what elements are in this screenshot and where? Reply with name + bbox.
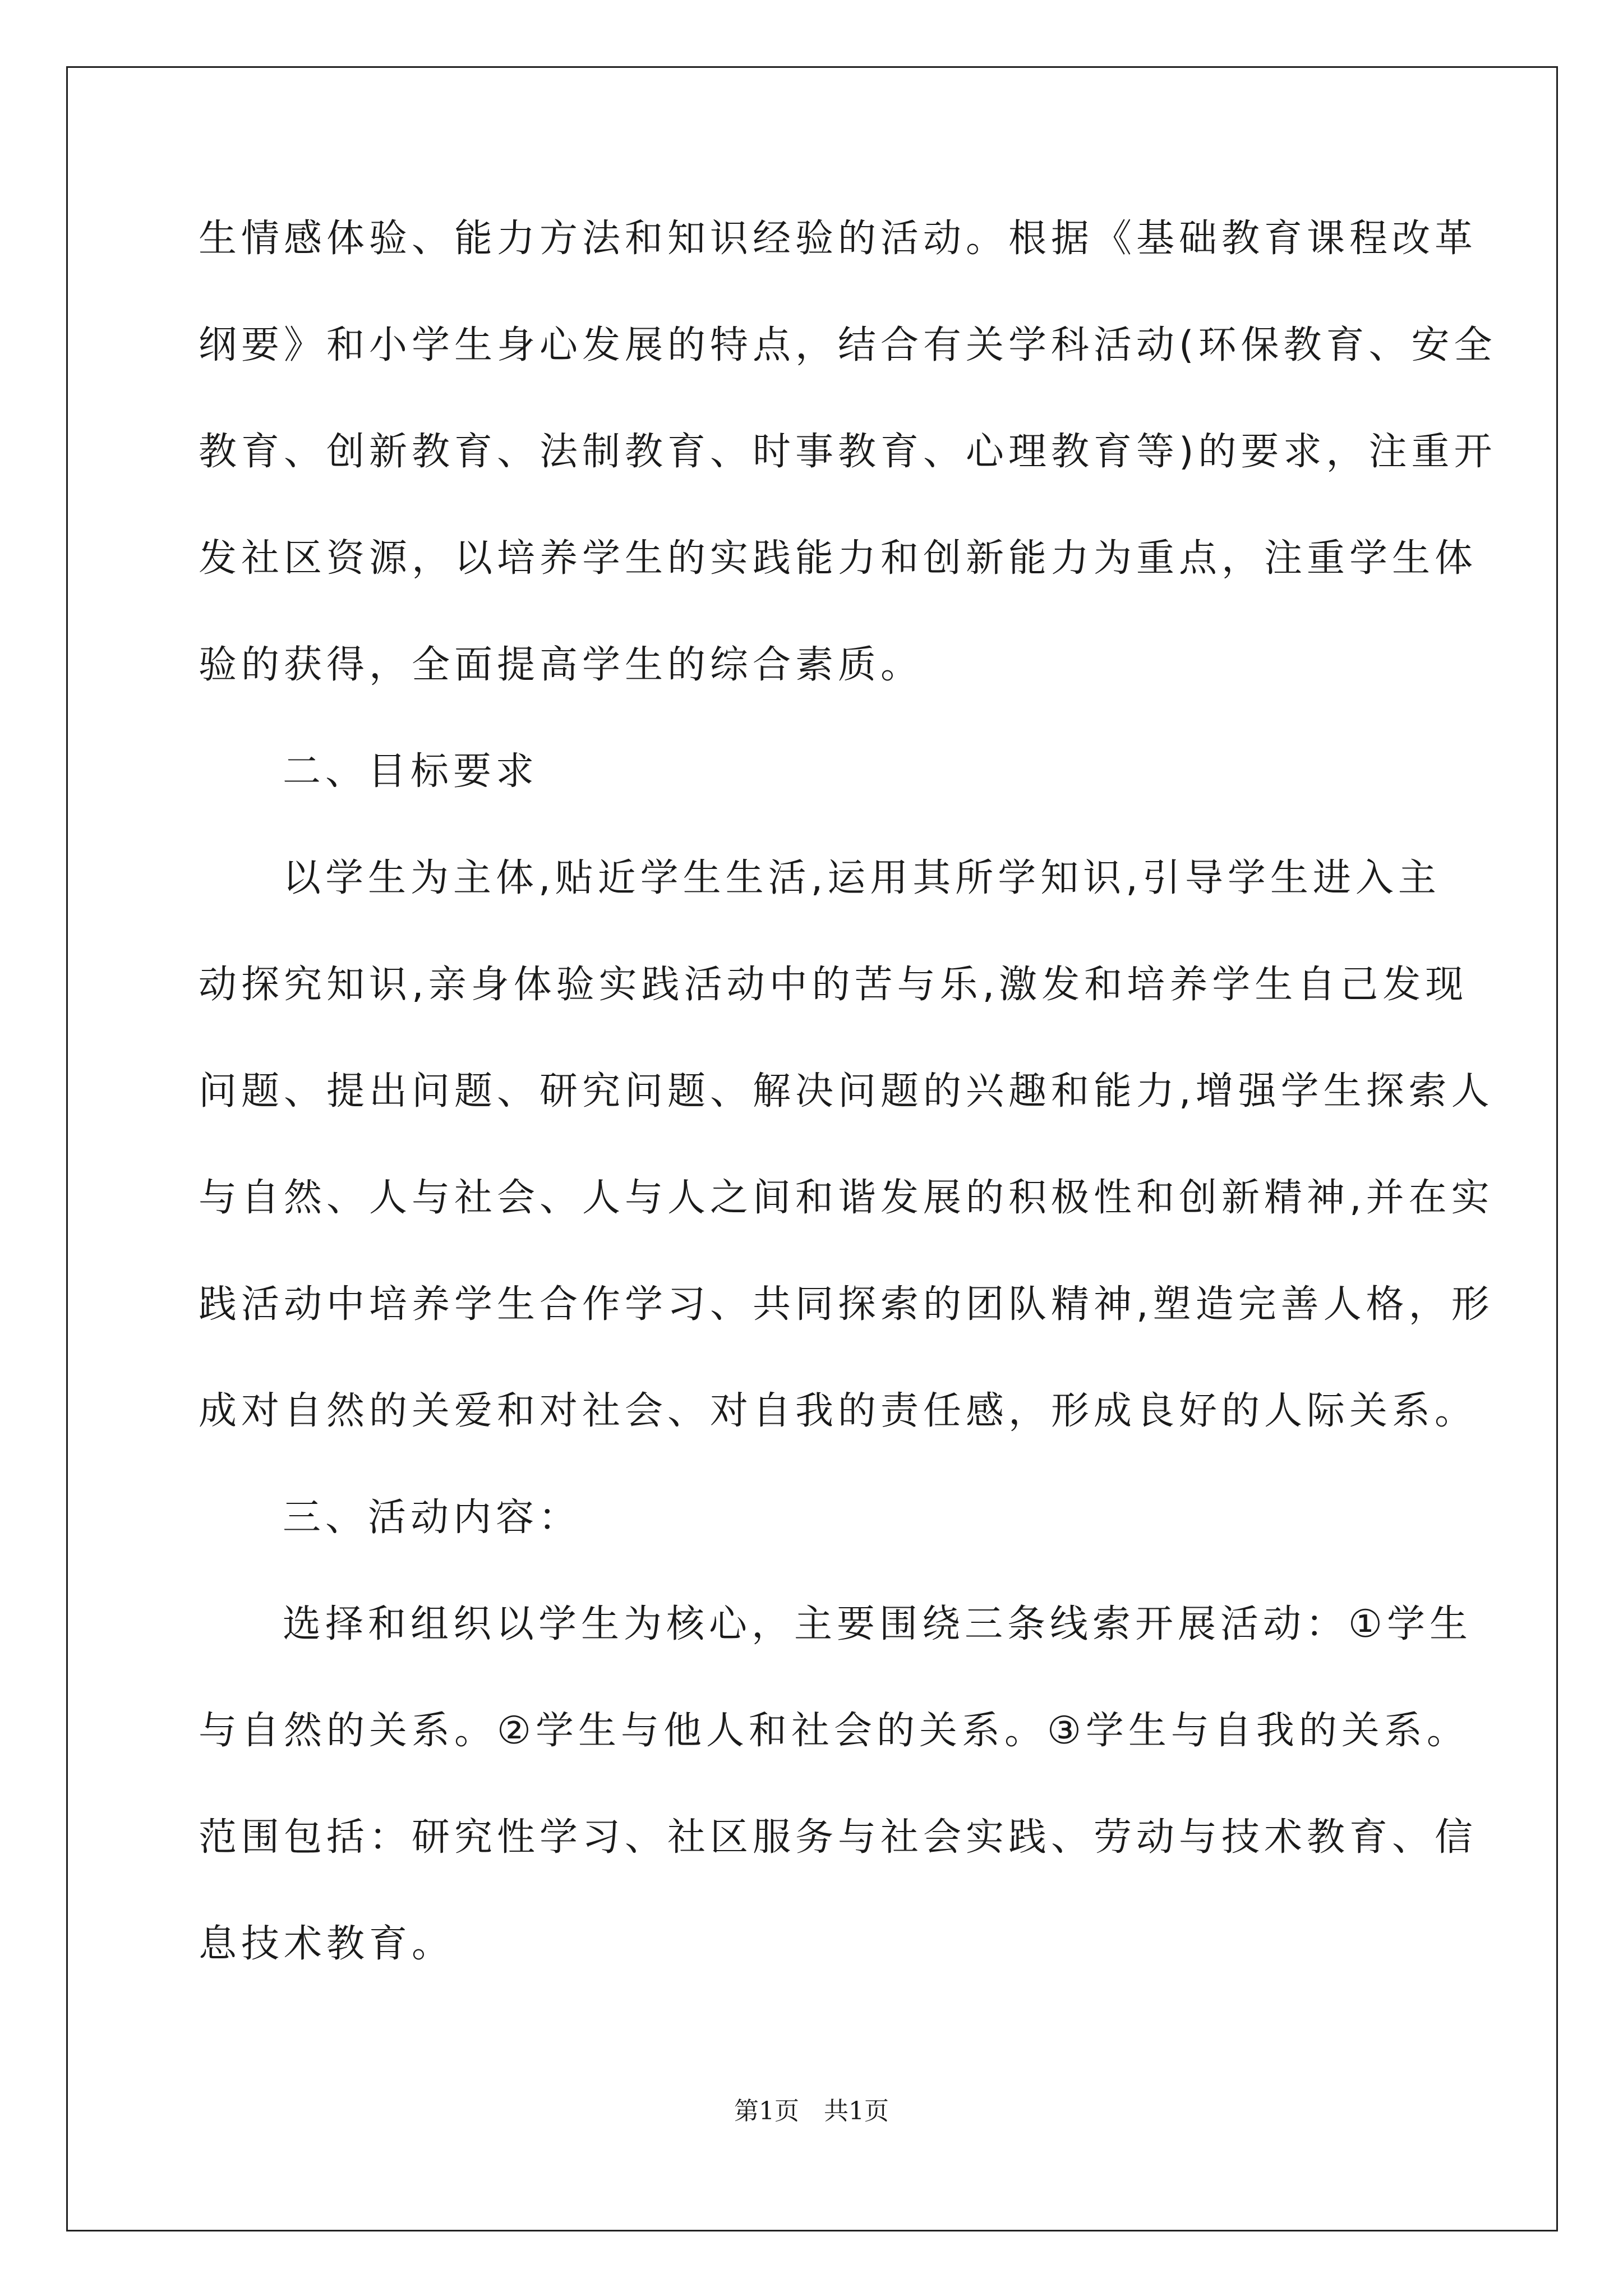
text-line-5: 验的获得，全面提高学生的综合素质。	[199, 643, 924, 687]
text-line-16: 范围包括：研究性学习、社区服务与社会实践、劳动与技术教育、信	[199, 1815, 1478, 1860]
text-line-2: 纲要》和小学生身心发展的特点，结合有关学科活动(环保教育、安全	[199, 323, 1497, 367]
text-line-10: 与自然、人与社会、人与人之间和谐发展的积极性和创新精神,并在实	[199, 1176, 1494, 1220]
page-border	[66, 66, 1558, 2231]
text-line-11: 践活动中培养学生合作学习、共同探索的团队精神,塑造完善人格，形	[199, 1282, 1494, 1327]
text-line-9: 问题、提出问题、研究问题、解决问题的兴趣和能力,增强学生探索人	[199, 1069, 1494, 1114]
page-number: 第1页 共1页	[734, 2097, 889, 2125]
text-line-3: 教育、创新教育、法制教育、时事教育、心理教育等)的要求，注重开	[199, 430, 1497, 474]
section-heading-goals: 二、目标要求	[283, 749, 539, 794]
text-line-14: 选择和组织以学生为核心，主要围绕三条线索开展活动：①学生	[283, 1602, 1472, 1646]
text-line-7: 以学生为主体,贴近学生生活,运用其所学知识,引导学生进入主	[283, 856, 1441, 900]
section-heading-content: 三、活动内容：	[283, 1496, 582, 1540]
text-line-17: 息技术教育。	[199, 1922, 455, 1966]
text-line-12: 成对自然的关爱和对社会、对自我的责任感，形成良好的人际关系。	[199, 1389, 1478, 1433]
text-line-4: 发社区资源，以培养学生的实践能力和创新能力为重点，注重学生体	[199, 536, 1478, 581]
text-line-8: 动探究知识,亲身体验实践活动中的苦与乐,激发和培养学生自己发现	[199, 963, 1468, 1007]
text-line-15: 与自然的关系。②学生与他人和社会的关系。③学生与自我的关系。	[199, 1709, 1469, 1753]
text-line-1: 生情感体验、能力方法和知识经验的活动。根据《基础教育课程改革	[199, 217, 1478, 261]
